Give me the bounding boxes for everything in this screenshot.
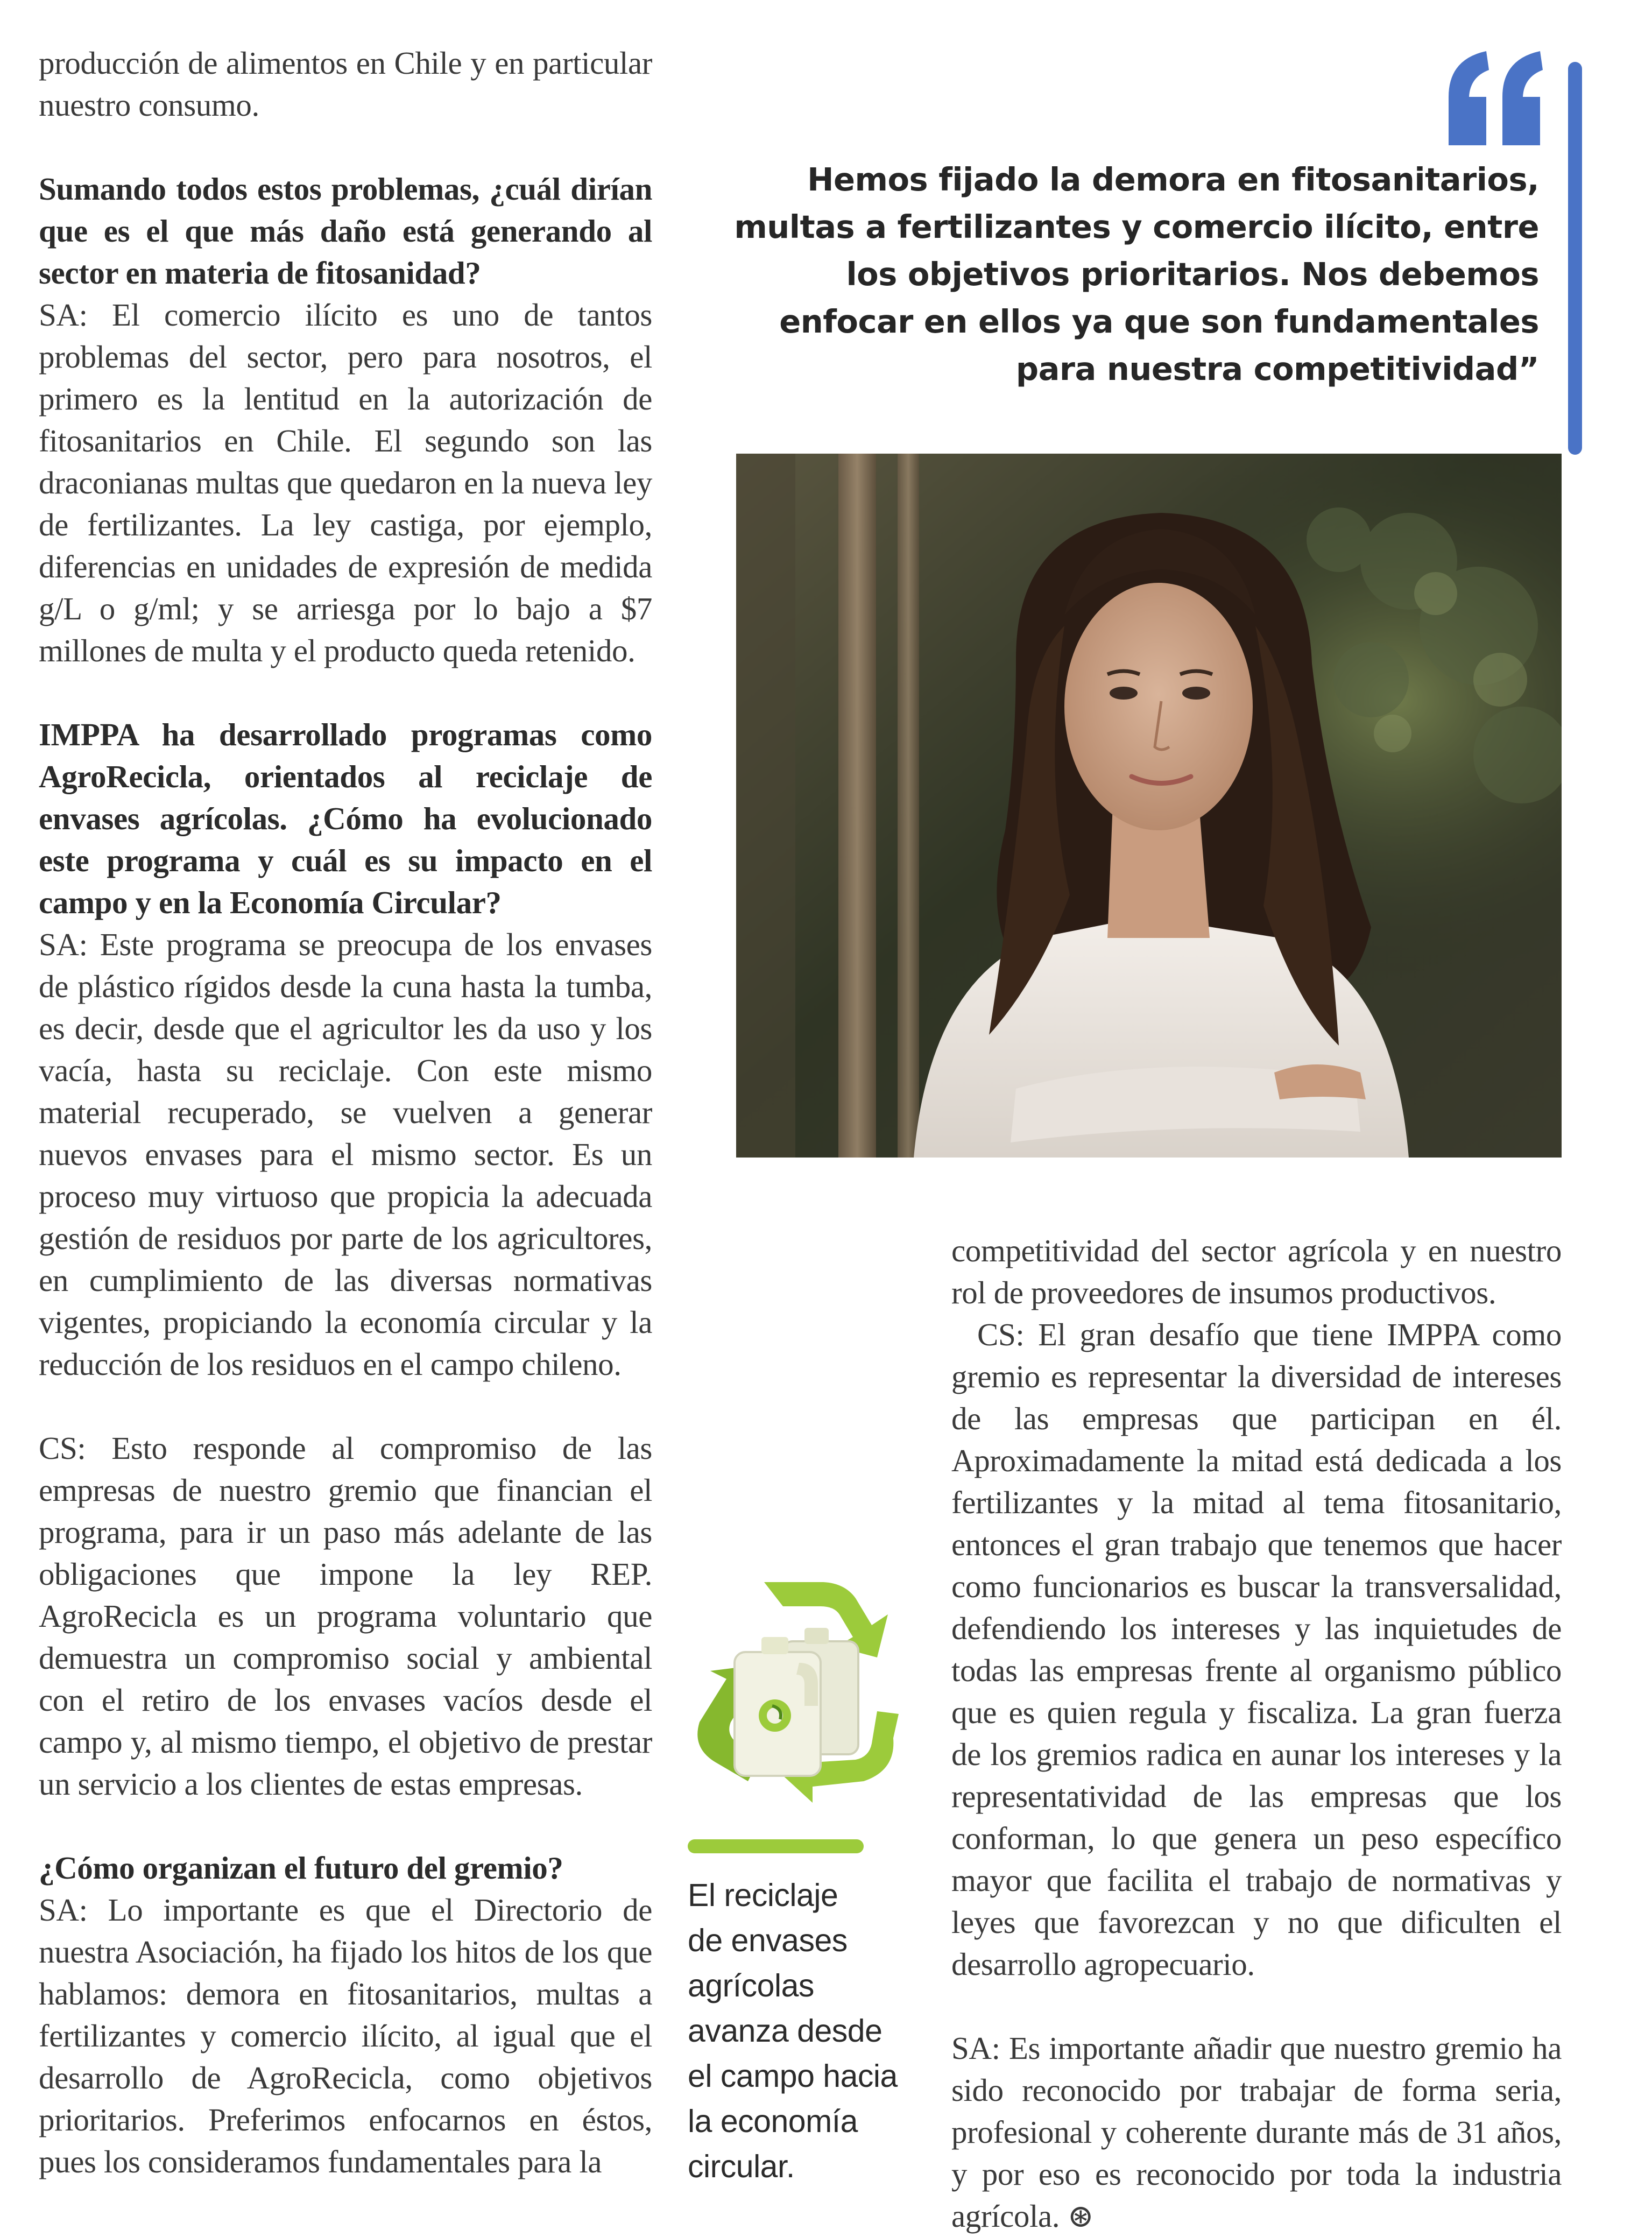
quote-accent-bar: [1568, 62, 1582, 455]
sidebar-caption: El reciclaje de envases agrícolas avanza desde el campo hacia la economía circular.: [688, 1878, 898, 2184]
sidebar-accent-bar: [688, 1839, 864, 1853]
answer-futuro: SA: Lo importante es que el Directorio de nuestra Asociación, ha fijado los hitos de los que hablamos: demora en fitosanitarios, multas a fertilizantes y comercio ilícito, al igual que el desarrollo de AgroRecicla, como objetivos prioritarios. Preferimos enfocarnos en éstos, pues los consideramos fundamentales para la: [39, 1892, 652, 2179]
left-column: [39, 42, 652, 2183]
portrait-photo: [736, 454, 1562, 1158]
right-column: [951, 1230, 1562, 2237]
answer-agrorecicla-cs: CS: Esto responde al compromiso de las empresas de nuestro gremio que financian el programa, para ir un paso más adelante de las obligaciones que impone la ley REP. AgroRecicla es un programa voluntario que demuestra un compromiso social y ambiental con el retiro de los envases vacíos desde el campo y, al mismo tiempo, el objetivo de prestar un servicio a los clientes de estas empresas.: [39, 1430, 652, 1802]
paragraph-intro: producción de alimentos en Chile y en particular nuestro consumo.: [39, 45, 652, 123]
question-futuro: ¿Cómo organizan el futuro del gremio?: [39, 1850, 563, 1886]
pull-quote: [732, 46, 1582, 444]
question-agrorecicla: IMPPA ha desarrollado programas como AgroRecicla, orientados al reciclaje de envases agrícolas. ¿Cómo ha evolucionado este programa y cuál es su impacto en el campo y en la Economía Circular?: [39, 717, 652, 920]
paragraph-competitividad: competitividad del sector agrícola y en nuestro rol de proveedores de insumos productivos.: [951, 1233, 1562, 1310]
answer-agrorecicla-sa: SA: Este programa se preocupa de los envases de plástico rígidos desde la cuna hasta la tumba, es decir, desde que el agricultor les da uso y los vacía, hasta su reciclaje. Con este mismo material recuperado, se vuelven a generar nuevos envases para el mismo sector. Es un proceso muy virtuoso que propicia la adecuada gestión de residuos por parte de los agricultores, en cumplimiento de las diversas normativas vigentes, propiciando la economía circular y la reducción de los residuos en el campo chileno.: [39, 927, 652, 1382]
recycling-jug-icon: [683, 1577, 909, 1803]
answer-fitosanidad: SA: El comercio ilícito es uno de tantos problemas del sector, pero para nosotros, el primero es la lentitud en la autorización de fitosanitarios en Chile. El segundo son las draconianas multas que quedaron en la nueva ley de fertilizantes. La ley castiga, por ejemplo, diferencias en unidades de expresión de medida g/L o g/ml; y se arriesga por lo bajo a $7 millones de multa y el producto queda retenido.: [39, 297, 652, 668]
pull-quote-text: Hemos fijado la demora en fitosanitarios, multas a fertilizantes y comercio ilícito, entre los objetivos prioritarios. Nos debemos enfocar en ellos ya que son fundamentales para nuestra competitividad”: [734, 161, 1539, 387]
question-fitosanidad: Sumando todos estos problemas, ¿cuál dirían que es el que más daño está generando al sector en materia de fitosanidad?: [39, 171, 652, 291]
paragraph-desafio: CS: El gran desafío que tiene IMPPA como gremio es representar la diversidad de intereses de las empresas que participan en él. Aproximadamente la mitad está dedicada a los fertilizantes y la mitad al tema fitosanitario, entonces el gran trabajo que tenemos que hacer como funcionarios es buscar la transversalidad, defendiendo los intereses y las inquietudes de todas las empresas frente al organismo público que es quien regula y fiscaliza. La gran fuerza de los gremios radica en aunar los intereses y la representatividad de las empresas que los conforman, lo que genera un peso específico mayor que facilita el trabajo de normativas y leyes que favorezcan y no que dificulten el desarrollo agropecuario.: [951, 1317, 1562, 1982]
opening-quote-icon: [1438, 46, 1551, 148]
paragraph-reconocimiento: SA: Es importante añadir que nuestro gremio ha sido reconocido por trabajar de forma seria, profesional y coherente durante más de 31 años, y por eso es reconocido por toda la industria agrícola. ⊛: [951, 2030, 1562, 2234]
